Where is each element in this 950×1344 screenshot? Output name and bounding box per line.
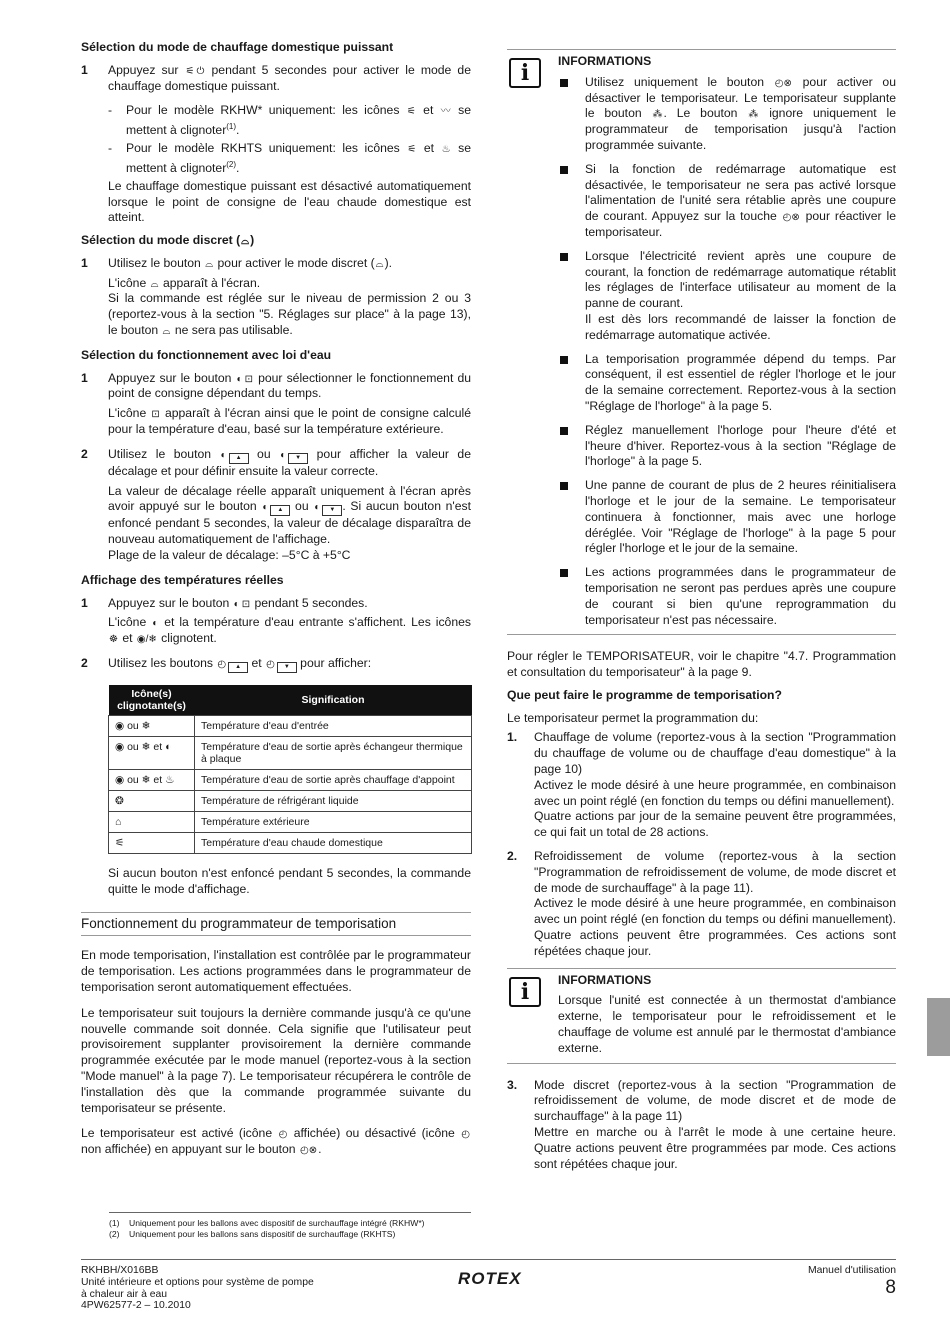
dhw-icon: ⚟ — [185, 65, 195, 77]
table-cell-icons: ◉ ou ❄ — [109, 716, 195, 737]
table-cell: Température d'eau de sortie après échangeur thermique à plaque — [195, 737, 472, 770]
clock-icon: ◴ — [217, 659, 227, 671]
page-footer — [81, 1259, 896, 1312]
timer-button-icon: ◴⊗ — [782, 212, 800, 224]
timer-button-icon: ◴⊗ — [299, 1145, 318, 1157]
fan-icon: ☸ — [109, 634, 118, 646]
information-icon — [509, 58, 541, 88]
bullet-item: Utilisez uniquement le bouton ◴⊗ pour activer ou désactiver le temporisateur. Le temporisateur supplante le bouton ⁂. Le bouton ⁂ ignore uniquement le programmateur de temporisation jusqu'à l'action programmée suivante. — [558, 75, 896, 154]
table-cell-icons: ◉ ou ❄ et ◐ — [109, 737, 195, 770]
down-button-icon: ▼ — [322, 505, 342, 516]
section-heading: Affichage des températures réelles — [81, 572, 284, 587]
table-row — [109, 737, 472, 770]
page-number: 8 — [885, 1276, 896, 1298]
paragraph: En mode temporisation, l'installation est contrôlée par le programmateur de temporisation. Les actions programmées dans le programmateur de temporisation seront automatiquement effectuées. — [81, 948, 471, 995]
table-cell: Température d'eau d'entrée — [195, 716, 472, 737]
bullet-item: Si la fonction de redémarrage automatique est désactivée, le temporisateur ne sera pas activé lorsque l'alimentation de l'unité sera rétablie après une coupure de courant. Appuyez sur la touche ◴⊗ pour réactiver le temporisateur. — [558, 162, 896, 241]
paragraph: Si aucun bouton n'est enfoncé pendant 5 secondes, la commande quitte le mode d'affichage. — [108, 866, 471, 896]
weather-dependent-icon: ◐ — [280, 449, 287, 461]
dash-item: - Pour le modèle RKHTS uniquement: les icônes ⚟ et ♨ se mettent à clignoter$^{(2)}$. — [108, 141, 471, 175]
clock-icon: ◴ — [278, 1129, 288, 1141]
down-button-icon: ▼ — [288, 453, 308, 464]
thermometer-icon: ◉/❄ — [136, 634, 157, 646]
display-icon: ⊡ — [151, 409, 160, 421]
quiet-mode-icon: ⌓ — [205, 258, 214, 270]
numbered-step: 1 Appuyez sur ⚟ ⏻ pendant 5 secondes pour activer le mode de chauffage domestique puissant. — [81, 62, 471, 93]
bullet-item: Réglez manuellement l'horloge pour l'heure d'été et l'heure d'hiver. Reportez-vous à la section "Réglage de l'horloge" à la page 5. — [558, 423, 896, 470]
weather-dependent-icon: ◐ — [236, 373, 243, 385]
table-row — [109, 833, 472, 854]
up-button-icon: ▲ — [229, 453, 249, 464]
bullet-item: Une panne de courant de plus de 2 heures réinitialisera l'horloge et le jour de la semaine. Le temporisateur continuera à fonctionner, mais avec une horloge déréglée. Voir "Réglage de l'horloge" à la page 5 pour régler l'horloge et le jour de la semaine. — [558, 478, 896, 557]
temperature-button-icon: ⁂ — [748, 109, 759, 121]
quiet-mode-icon: ⌓ — [162, 326, 171, 338]
section-heading: Sélection du fonctionnement avec loi d'eau — [81, 347, 332, 362]
paragraph: Le temporisateur suit toujours la dernière commande jusqu'à ce qu'une nouvelle commande soit donnée. Cela signifie que l'utilisateur peut provisoirement supplanter provisoirement la dernière commande programmée exécutée par le mode manuel (reportez-vous à la section "Mode manuel" à la page 7). Le temporisateur récupérera le contrôle de l'installation dès que la commande programmée suivante du temporisateur se présente. — [81, 1005, 471, 1115]
numbered-step: 1 Appuyez sur le bouton ◐ ⊡ pour sélectionner le fonctionnement du point de consigne dépendant du temps. L'icône ⊡ apparaît à l'écran ainsi que le point de consigne calculé pour la température d'eau, basé sur la température extérieure. — [81, 370, 471, 437]
signification-table — [108, 685, 472, 854]
table-cell: Température d'eau chaude domestique — [195, 833, 472, 854]
information-title: INFORMATIONS — [558, 972, 652, 987]
weather-dependent-icon: ◐ — [262, 502, 269, 514]
section-heading: Sélection du mode de chauffage domestique puissant — [81, 40, 394, 54]
table-cell-icons: ◉ ou ❄ et ♨ — [109, 770, 195, 791]
information-box — [507, 968, 896, 1064]
table-cell-icons: ❂ — [109, 791, 195, 812]
quiet-mode-icon: ⌓ — [375, 258, 384, 270]
paragraph: Le chauffage domestique puissant est désactivé automatiquement lorsque le point de consigne de l'eau chaude domestique est atteint. — [108, 178, 471, 225]
up-button-icon: ▲ — [270, 505, 290, 516]
bullet-item: Lorsque l'électricité revient après une coupure de courant, la fonction de redémarrage automatique rétablit les réglages de l'interface utilisateur au moment de la panne de courant. Il est dès lors recommandé de laisser la fonction de redémarrage automatique activée. — [558, 249, 896, 344]
information-box — [507, 49, 896, 635]
weather-dependent-icon: ◐ — [220, 449, 227, 461]
numbered-item: 2. Refroidissement de volume (reportez-vous à la section "Programmation de refroidissement de volume, de mode discret et de mode de surchauffage" à la page 11). Activez le mode désiré à une heure programmée, en combinaison avec un point réglé (en fonction du temps ou défini manuellement). Quatre actions peuvent être programmées. Ces actions sont répétées chaque jour. — [507, 849, 896, 958]
footer-left: RKHBH/X016BB Unité intérieure et options pour système de pompe à chaleur air à eau 4PW62577-2 – 10.2010 — [81, 1265, 314, 1312]
clock-icon: ◴ — [461, 1129, 470, 1141]
table-header: Signification — [195, 685, 472, 716]
weather-dependent-icon: ◐ — [233, 598, 240, 610]
section-heading: Sélection du mode discret (⌓) — [81, 233, 255, 248]
paragraph: Le temporisateur est activé (icône ◴ affichée) ou désactivé (icône ◴ non affichée) en appuyant sur le bouton ◴⊗. — [81, 1126, 470, 1157]
dhw-icon: ⚟ — [406, 106, 416, 118]
numbered-step: 2 Utilisez le bouton ◐ ▲ ou ◐ ▼ pour afficher la valeur de décalage et pour définir ensuite la valeur correcte. La valeur de décalage réelle apparaît uniquement à l'écran après avoir appuyé sur le bouton ◐ ▲ ou ◐ ▼ . Si aucun bouton n'est enfoncé pendant 5 secondes, la valeur de décalage disparaîtra de nouveau automatiquement de l'affichage. Plage de la valeur de décalage: –5°C à +5°C — [81, 446, 471, 563]
rotex-logo: ROTEX — [458, 1269, 522, 1288]
information-icon — [509, 977, 541, 1007]
table-cell: Température de réfrigérant liquide — [195, 791, 472, 812]
table-row — [109, 716, 472, 737]
table-row — [109, 812, 472, 833]
dash-item: - Pour le modèle RKHW* uniquement: les icônes ⚟ et 〰 se mettent à clignoter$^{(1)}$. — [108, 103, 471, 138]
table-cell-icons: ⚟ — [109, 833, 195, 854]
wave-icon: 〰 — [440, 106, 451, 118]
chapter-tab — [927, 998, 950, 1056]
left-column — [81, 40, 471, 1167]
numbered-item: 1. Chauffage de volume (reportez-vous à la section "Programmation du chauffage de volume ou de chauffage d'eau domestique" à la page 10) Activez le mode désiré à une heure programmée, en combinaison avec un point réglé (en fonction du temps ou défini manuellement). Quatre actions par jour de la semaine peuvent être programmées, ce qui fait un total de 28 actions. — [507, 730, 896, 840]
quiet-mode-icon: ⌓ — [241, 236, 250, 248]
table-cell: Température extérieure — [195, 812, 472, 833]
table-header: Icône(s) clignotante(s) — [109, 685, 195, 716]
clock-icon: ◴ — [266, 659, 275, 671]
section-heading: Que peut faire le programme de temporisation? — [507, 687, 782, 702]
temperature-button-icon: ⁂ — [652, 109, 663, 121]
numbered-step: 1 Appuyez sur le bouton ◐ ⊡ pendant 5 secondes. L'icône ◐ et la température d'eau entrante s'affichent. Les icônes ☸ et ◉/❄ clignotent. — [81, 595, 471, 646]
booster-heater-icon: ♨ — [441, 144, 451, 156]
information-title: INFORMATIONS — [558, 54, 652, 68]
paragraph: Pour régler le TEMPORISATEUR, voir le chapitre "4.7. Programmation et consultation du temporisateur" à la page 9. — [507, 649, 896, 680]
paragraph: Lorsque l'unité est connectée à un thermostat d'ambiance externe, le temporisateur pour le refroidissement et le chauffage de volume est annulé par le thermostat d'ambiance externe. — [558, 993, 896, 1055]
paragraph: Le temporisateur permet la programmation du: — [507, 710, 759, 725]
weather-dependent-icon: ◐ — [314, 502, 321, 514]
table-row — [109, 770, 472, 791]
power-icon: ⏻ — [196, 65, 205, 77]
numbered-step: 1 Utilisez le bouton ⌓ pour activer le mode discret (⌓). L'icône ⌓ apparaît à l'écran. Si la commande est réglée sur le niveau de permission 2 ou 3 (reportez-vous à la section "5. Réglages sur place" à la page 13), le bouton ⌓ ne sera pas utilisable. — [81, 255, 471, 338]
numbered-step: 2 Utilisez les boutons ◴ ▲ et ◴ ▼ pour afficher: — [81, 656, 471, 673]
timer-button-icon: ◴⊗ — [774, 77, 792, 89]
bullet-item: Les actions programmées dans le programmateur de temporisation ne seront pas perdues après une coupure de courant si bien qu'une reprogrammation du temporisateur n'est pas nécessaire. — [558, 565, 896, 628]
quiet-mode-icon: ⌓ — [150, 278, 159, 290]
display-icon: ⊡ — [244, 373, 253, 385]
footnote: (2) Uniquement pour les ballons sans dispositif de surchauffage (RKHTS) — [109, 1229, 396, 1239]
table-cell: Température d'eau de sortie après chauffage d'appoint — [195, 770, 472, 791]
down-button-icon: ▼ — [277, 662, 297, 673]
bullet-item: La temporisation programmée dépend du temps. Par conséquent, il est essentiel de régler l'horloge et le jour de la semaine correctement. Reportez-vous à la section "Réglage de l'horloge" à la page 5. — [558, 352, 896, 415]
up-button-icon: ▲ — [228, 662, 248, 673]
footnotes — [109, 1212, 471, 1240]
table-row — [109, 791, 472, 812]
right-column — [507, 49, 896, 1180]
numbered-item: 3. Mode discret (reportez-vous à la section "Programmation de refroidissement de volume, de mode discret et de mode de surchauffage" à la page 11) Mettre en marche ou à l'arrêt le mode à une certaine heure. Quatre actions peuvent être programmées par mode. Ces actions sont répétées chaque jour. — [507, 1077, 896, 1171]
dhw-icon: ⚟ — [407, 144, 417, 156]
table-cell-icons: ⌂ — [109, 812, 195, 833]
display-icon: ⊡ — [241, 598, 251, 610]
section-title: Fonctionnement du programmateur de temporisation — [81, 912, 471, 937]
weather-dependent-icon: ◐ — [152, 618, 159, 630]
footnote: (1) Uniquement pour les ballons avec dispositif de surchauffage intégré (RKHW*) — [109, 1218, 425, 1228]
footer-right: Manuel d'utilisation 8 — [807, 1265, 896, 1298]
